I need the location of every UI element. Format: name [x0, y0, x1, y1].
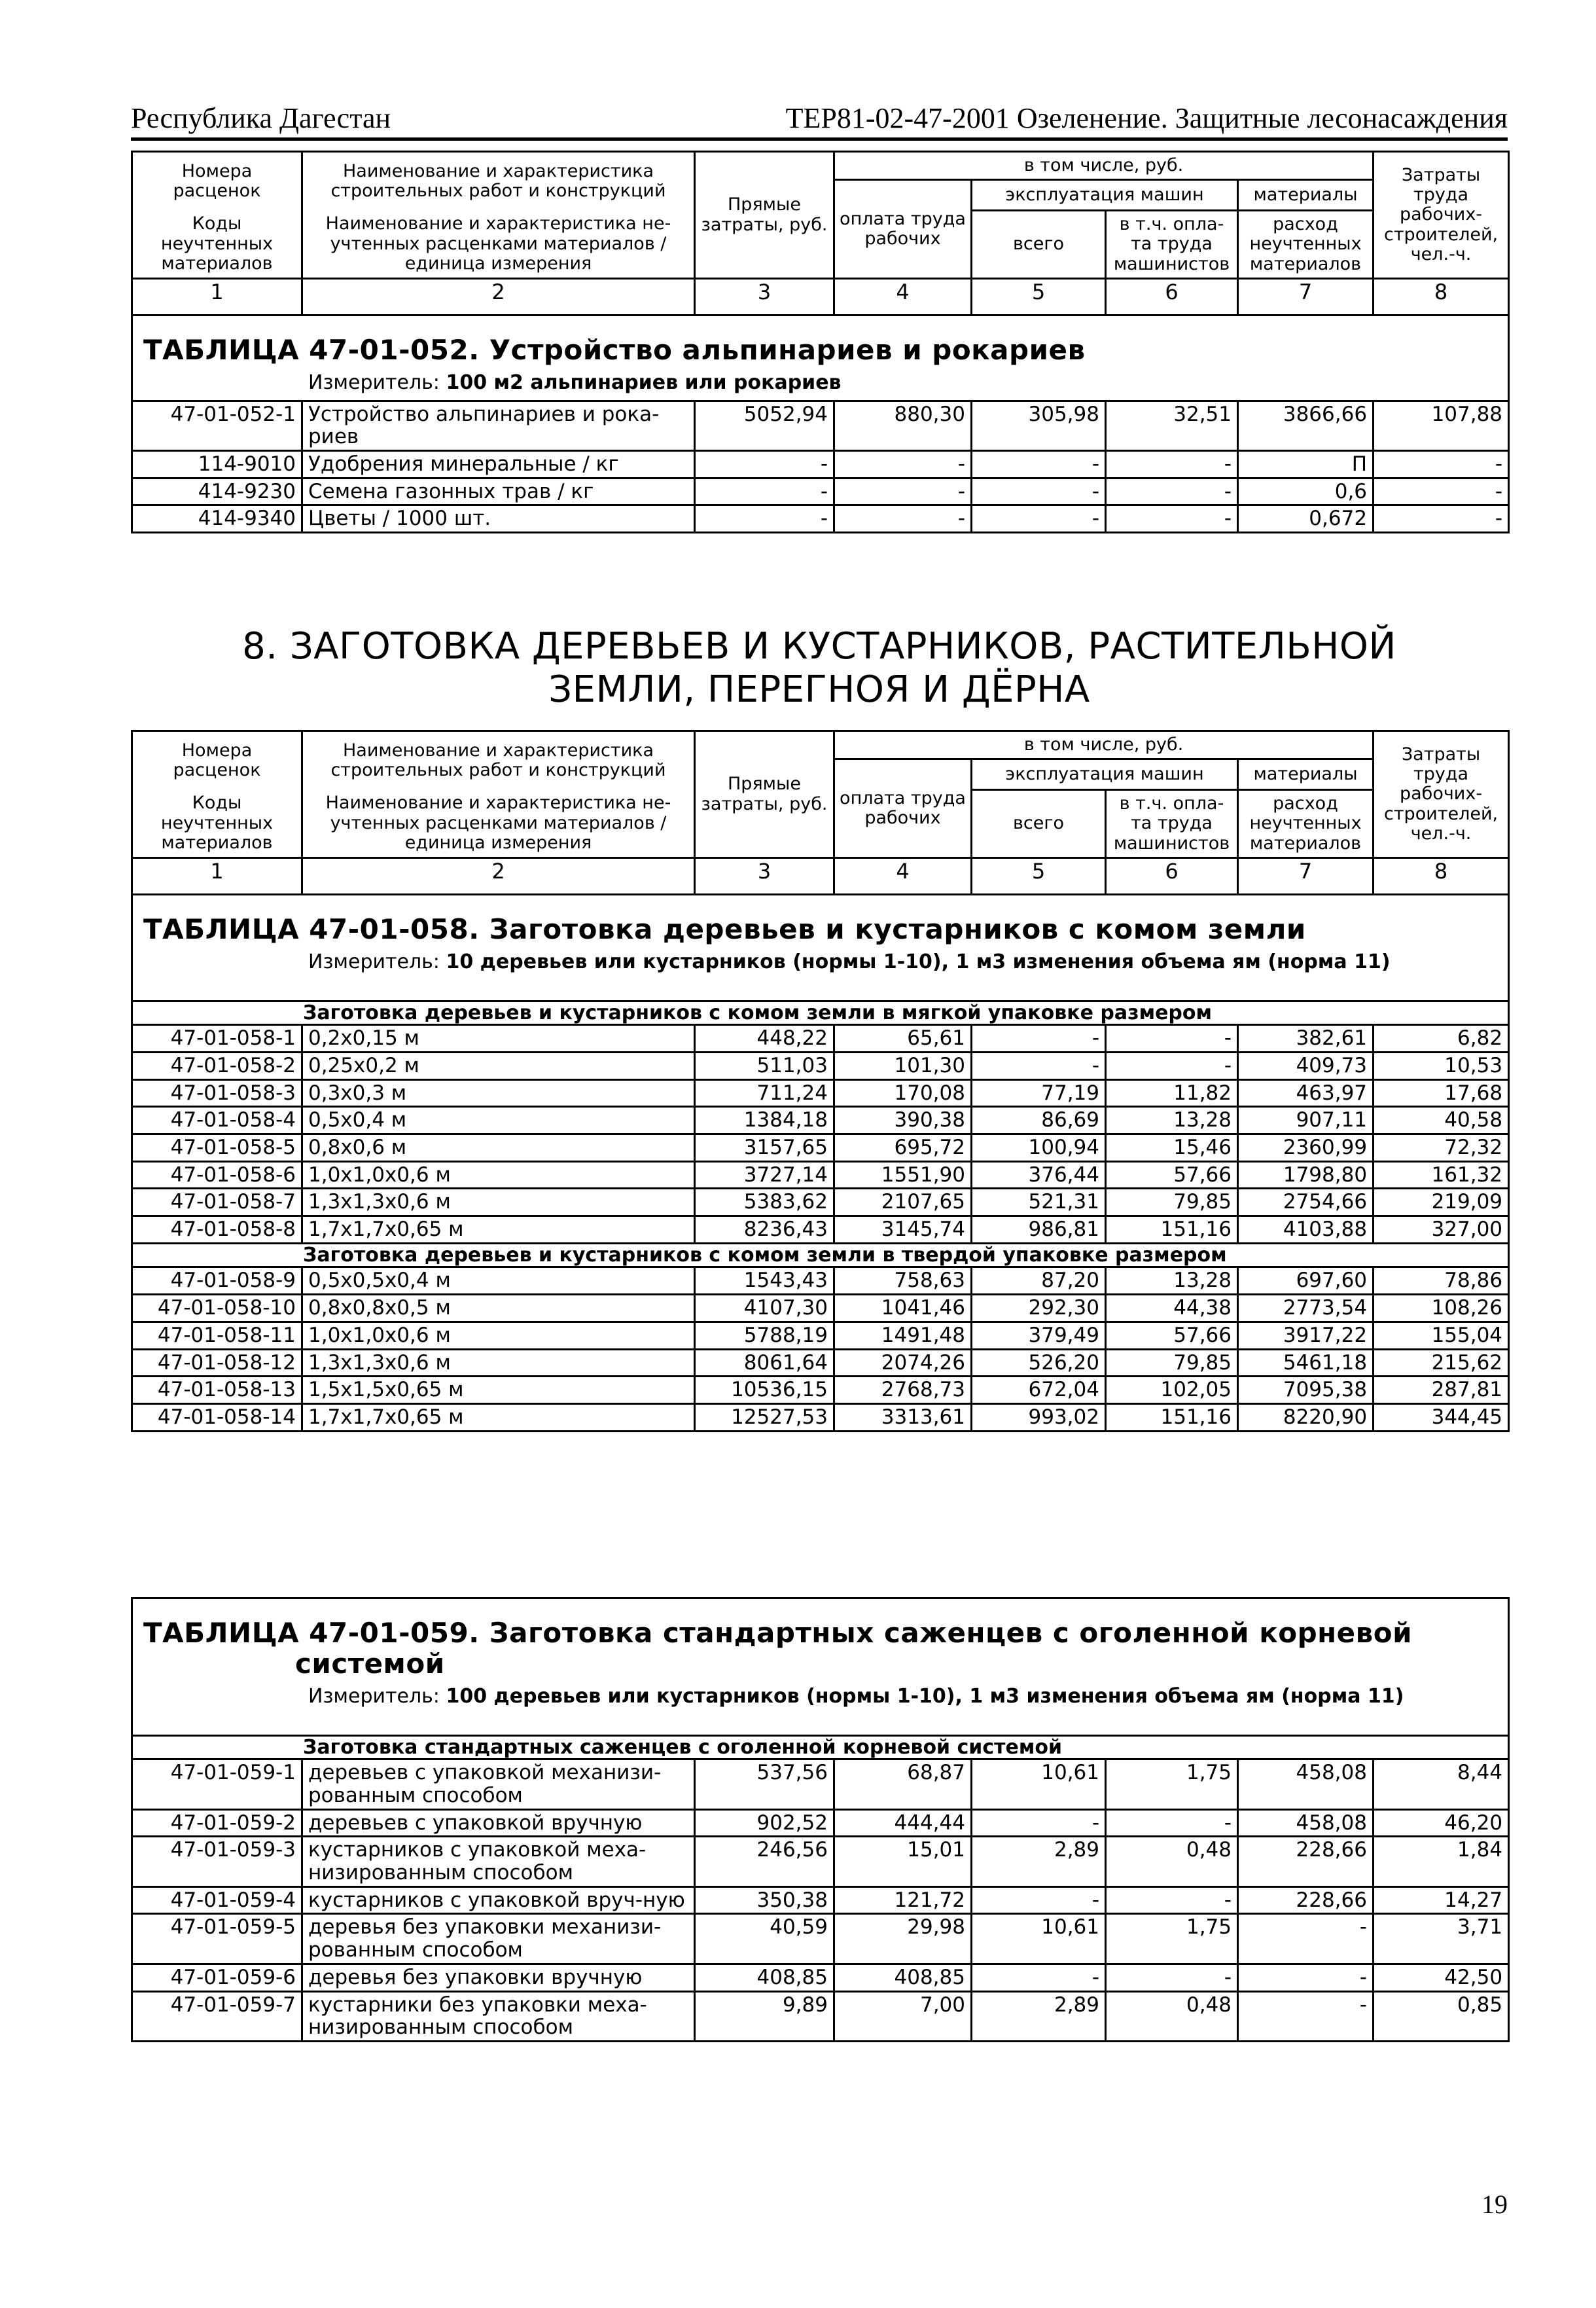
table-row [132, 1107, 1509, 1134]
header-materials: материалы [1238, 180, 1374, 211]
cell-labor-hours: 155,04 [1374, 1322, 1509, 1349]
group-heading: Заготовка стандартных саженцев с оголенной корневой системой [132, 1735, 1509, 1759]
cell-machines-total: 100,94 [972, 1134, 1106, 1162]
cell-labor-hours: 1,84 [1374, 1837, 1509, 1886]
cell-description: 1,5x1,5x0,65 м [302, 1377, 695, 1404]
cell-materials: 458,08 [1238, 1759, 1374, 1809]
cell-operator-pay: 1,75 [1106, 1914, 1238, 1964]
header-worker-pay: оплата труда рабочих [834, 180, 972, 279]
cell-direct-costs: - [695, 505, 834, 533]
table-row [132, 1759, 1509, 1809]
cell-labor-hours: 40,58 [1374, 1107, 1509, 1134]
header-machines-total: всего [972, 211, 1106, 279]
cell-operator-pay: - [1106, 1052, 1238, 1079]
cell-labor-hours: 327,00 [1374, 1216, 1509, 1244]
header-machines-total: всего [972, 790, 1106, 858]
group-heading: Заготовка деревьев и кустарников с комом земли в мягкой упаковке размером [132, 1001, 1509, 1025]
cell-rate-code: 47-01-058-4 [132, 1107, 302, 1134]
table-row [132, 1991, 1509, 2041]
cell-machines-total: 86,69 [972, 1107, 1106, 1134]
table-row [132, 1322, 1509, 1349]
cell-materials: 0,672 [1238, 505, 1374, 533]
cell-description: деревьев с упаковкой механизи-рованным способом [302, 1759, 695, 1809]
cell-labor-hours: 219,09 [1374, 1189, 1509, 1216]
col-number: 3 [695, 279, 834, 316]
cell-materials: 463,97 [1238, 1079, 1374, 1107]
cell-labor-hours: - [1374, 505, 1509, 533]
cell-direct-costs: 246,56 [695, 1837, 834, 1886]
cell-direct-costs: 1543,43 [695, 1267, 834, 1295]
cell-worker-pay: 101,30 [834, 1052, 972, 1079]
header-machine-operation: эксплуатация машин [972, 180, 1238, 211]
cell-labor-hours: 14,27 [1374, 1886, 1509, 1914]
cell-labor-hours: 215,62 [1374, 1349, 1509, 1377]
cell-labor-hours: 8,44 [1374, 1759, 1509, 1809]
cell-direct-costs: 10536,15 [695, 1377, 834, 1404]
table-row [132, 1189, 1509, 1216]
col-number: 2 [302, 279, 695, 316]
cell-direct-costs: 5052,94 [695, 401, 834, 450]
cell-worker-pay: 7,00 [834, 1991, 972, 2041]
cell-rate-code: 47-01-059-1 [132, 1759, 302, 1809]
cell-labor-hours: 46,20 [1374, 1809, 1509, 1837]
cell-worker-pay: 695,72 [834, 1134, 972, 1162]
col-number: 7 [1238, 858, 1374, 895]
cell-machines-total: - [972, 478, 1106, 505]
cell-labor-hours: 42,50 [1374, 1964, 1509, 1991]
table-row [132, 1267, 1509, 1295]
cell-worker-pay: 408,85 [834, 1964, 972, 1991]
cell-materials: 907,11 [1238, 1107, 1374, 1134]
table-row [132, 1079, 1509, 1107]
cell-worker-pay: 68,87 [834, 1759, 972, 1809]
cell-worker-pay: - [834, 478, 972, 505]
table-row [132, 1349, 1509, 1377]
cell-description: Цветы / 1000 шт. [302, 505, 695, 533]
cell-machines-total: 376,44 [972, 1161, 1106, 1189]
cell-machines-total: 2,89 [972, 1837, 1106, 1886]
cell-machines-total: - [972, 450, 1106, 478]
cell-labor-hours: - [1374, 450, 1509, 478]
cell-direct-costs: 5383,62 [695, 1189, 834, 1216]
header-material-names: Наименование и характеристика не-учтенных расценками материалов / единица измерения [302, 790, 695, 858]
header-work-name: Наименование и характеристика строительных работ и конструкций [302, 731, 695, 790]
cell-worker-pay: 1491,48 [834, 1322, 972, 1349]
cell-rate-code: 114-9010 [132, 450, 302, 478]
cell-description: 0,8x0,6 м [302, 1134, 695, 1162]
cell-direct-costs: 511,03 [695, 1052, 834, 1079]
cell-labor-hours: 287,81 [1374, 1377, 1509, 1404]
page-header [131, 98, 1508, 141]
cell-rate-code: 47-01-059-3 [132, 1837, 302, 1886]
cell-operator-pay: 32,51 [1106, 401, 1238, 450]
cell-machines-total: - [972, 1886, 1106, 1914]
cell-rate-code: 47-01-059-6 [132, 1964, 302, 1991]
column-number-row [132, 858, 1509, 895]
cell-description: деревья без упаковки вручную [302, 1964, 695, 1991]
cell-description: кустарников с упаковкой вруч-ную [302, 1886, 695, 1914]
header-material-consumption: расход неучтенных материалов [1238, 211, 1374, 279]
cell-materials: 2773,54 [1238, 1295, 1374, 1322]
cell-worker-pay: 3145,74 [834, 1216, 972, 1244]
cell-operator-pay: - [1106, 1886, 1238, 1914]
header-materials: материалы [1238, 759, 1374, 790]
header-material-names: Наименование и характеристика не-учтенных расценками материалов / единица измерения [302, 211, 695, 279]
cell-description: 1,7x1,7x0,65 м [302, 1216, 695, 1244]
table-47-01-058 [131, 730, 1510, 1432]
col-number: 2 [302, 858, 695, 895]
cell-machines-total: 10,61 [972, 1914, 1106, 1964]
cell-machines-total: 986,81 [972, 1216, 1106, 1244]
cell-labor-hours: - [1374, 478, 1509, 505]
cell-labor-hours: 3,71 [1374, 1914, 1509, 1964]
cell-operator-pay: 0,48 [1106, 1991, 1238, 2041]
cell-worker-pay: 15,01 [834, 1837, 972, 1886]
cell-materials: 2754,66 [1238, 1189, 1374, 1216]
cell-operator-pay: - [1106, 1964, 1238, 1991]
cell-operator-pay: 79,85 [1106, 1189, 1238, 1216]
table-body [132, 1025, 1509, 1244]
cell-rate-code: 47-01-059-7 [132, 1991, 302, 2041]
cell-machines-total: 87,20 [972, 1267, 1106, 1295]
cell-materials: - [1238, 1914, 1374, 1964]
cell-materials: 382,61 [1238, 1025, 1374, 1053]
cell-machines-total: 993,02 [972, 1404, 1106, 1432]
cell-materials: 8220,90 [1238, 1404, 1374, 1432]
cell-labor-hours: 78,86 [1374, 1267, 1509, 1295]
cell-worker-pay: 3313,61 [834, 1404, 972, 1432]
cell-machines-total: 292,30 [972, 1295, 1106, 1322]
cell-direct-costs: 5788,19 [695, 1322, 834, 1349]
cell-rate-code: 47-01-058-9 [132, 1267, 302, 1295]
cell-direct-costs: 4107,30 [695, 1295, 834, 1322]
cell-machines-total: - [972, 1052, 1106, 1079]
cell-materials: 3917,22 [1238, 1322, 1374, 1349]
col-number: 1 [132, 858, 302, 895]
cell-worker-pay: 444,44 [834, 1809, 972, 1837]
cell-rate-code: 47-01-059-4 [132, 1886, 302, 1914]
cell-description: деревьев с упаковкой вручную [302, 1809, 695, 1837]
table-body [132, 1267, 1509, 1431]
cell-direct-costs: 3727,14 [695, 1161, 834, 1189]
measurement-unit: Измеритель: 100 деревьев или кустарников (нормы 1-10), 1 м3 изменения объема ям (норма 11) [132, 1683, 1509, 1735]
cell-direct-costs: 408,85 [695, 1964, 834, 1991]
cell-machines-total: - [972, 1809, 1106, 1837]
col-number: 3 [695, 858, 834, 895]
table-47-01-059 [131, 1597, 1510, 2042]
column-number-row [132, 279, 1509, 316]
cell-operator-pay: 13,28 [1106, 1107, 1238, 1134]
cell-operator-pay: - [1106, 478, 1238, 505]
cell-materials: - [1238, 1964, 1374, 1991]
header-operator-pay: в т.ч. опла-та труда машинистов [1106, 790, 1238, 858]
header-machine-operation: эксплуатация машин [972, 759, 1238, 790]
cell-direct-costs: 711,24 [695, 1079, 834, 1107]
cell-description: 0,8x0,8x0,5 м [302, 1295, 695, 1322]
cell-rate-code: 47-01-058-6 [132, 1161, 302, 1189]
cell-materials: 228,66 [1238, 1886, 1374, 1914]
cell-operator-pay: - [1106, 505, 1238, 533]
cell-worker-pay: - [834, 505, 972, 533]
header-work-name: Наименование и характеристика строительных работ и конструкций [302, 152, 695, 211]
header-including: в том числе, руб. [834, 731, 1374, 759]
cell-direct-costs: 448,22 [695, 1025, 834, 1053]
cell-operator-pay: 151,16 [1106, 1404, 1238, 1432]
group-heading: Заготовка деревьев и кустарников с комом земли в твердой упаковке размером [132, 1243, 1509, 1267]
cell-machines-total: 305,98 [972, 401, 1106, 450]
cell-direct-costs: 1384,18 [695, 1107, 834, 1134]
col-number: 8 [1374, 858, 1509, 895]
col-number: 8 [1374, 279, 1509, 316]
cell-materials: 697,60 [1238, 1267, 1374, 1295]
cell-description: Семена газонных трав / кг [302, 478, 695, 505]
table-row [132, 1837, 1509, 1886]
cell-operator-pay: 11,82 [1106, 1079, 1238, 1107]
cell-worker-pay: 29,98 [834, 1914, 972, 1964]
cell-machines-total: 379,49 [972, 1322, 1106, 1349]
header-operator-pay: в т.ч. опла-та труда машинистов [1106, 211, 1238, 279]
header-direct-costs: Прямые затраты, руб. [695, 731, 834, 858]
cell-rate-code: 47-01-059-5 [132, 1914, 302, 1964]
cell-materials: 3866,66 [1238, 401, 1374, 450]
cell-operator-pay: 15,46 [1106, 1134, 1238, 1162]
cell-direct-costs: 9,89 [695, 1991, 834, 2041]
cell-materials: 4103,88 [1238, 1216, 1374, 1244]
col-number: 6 [1106, 858, 1238, 895]
cell-machines-total: 2,89 [972, 1991, 1106, 2041]
table-row [132, 1134, 1509, 1162]
cell-description: 1,0x1,0x0,6 м [302, 1161, 695, 1189]
col-number: 1 [132, 279, 302, 316]
cell-direct-costs: 8061,64 [695, 1349, 834, 1377]
cell-description: 0,5x0,4 м [302, 1107, 695, 1134]
header-labor-costs: Затраты труда рабочих-строителей, чел.-ч. [1374, 731, 1509, 858]
cell-direct-costs: 537,56 [695, 1759, 834, 1809]
cell-materials: 458,08 [1238, 1809, 1374, 1837]
table-row [132, 1295, 1509, 1322]
cell-rate-code: 47-01-058-7 [132, 1189, 302, 1216]
cell-rate-code: 47-01-058-13 [132, 1377, 302, 1404]
cell-rate-code: 47-01-058-14 [132, 1404, 302, 1432]
cell-operator-pay: - [1106, 1025, 1238, 1053]
cell-materials: 1798,80 [1238, 1161, 1374, 1189]
cell-worker-pay: 2107,65 [834, 1189, 972, 1216]
cell-labor-hours: 161,32 [1374, 1161, 1509, 1189]
table-title: ТАБЛИЦА 47-01-052. Устройство альпинариев и рокариев [132, 316, 1509, 370]
cell-machines-total: 10,61 [972, 1759, 1106, 1809]
cell-worker-pay: 390,38 [834, 1107, 972, 1134]
cell-machines-total: 672,04 [972, 1377, 1106, 1404]
col-number: 6 [1106, 279, 1238, 316]
cell-machines-total: - [972, 505, 1106, 533]
cell-materials: 7095,38 [1238, 1377, 1374, 1404]
cell-operator-pay: 79,85 [1106, 1349, 1238, 1377]
table-row [132, 1964, 1509, 1991]
cell-rate-code: 47-01-058-12 [132, 1349, 302, 1377]
table-row [132, 1886, 1509, 1914]
cell-machines-total: 521,31 [972, 1189, 1106, 1216]
cell-rate-code: 47-01-058-10 [132, 1295, 302, 1322]
header-region: Республика Дагестан [131, 102, 391, 134]
header-worker-pay: оплата труда рабочих [834, 759, 972, 858]
table-row [132, 505, 1509, 533]
header-labor-costs: Затраты труда рабочих-строителей, чел.-ч. [1374, 152, 1509, 279]
cell-description: 0,25x0,2 м [302, 1052, 695, 1079]
cell-description: 1,0x1,0x0,6 м [302, 1322, 695, 1349]
header-material-consumption: расход неучтенных материалов [1238, 790, 1374, 858]
measurement-unit: Измеритель: 100 м2 альпинариев или рокариев [132, 369, 1509, 401]
cell-materials: 5461,18 [1238, 1349, 1374, 1377]
cell-labor-hours: 0,85 [1374, 1991, 1509, 2041]
cell-labor-hours: 6,82 [1374, 1025, 1509, 1053]
table-row [132, 1216, 1509, 1244]
cell-worker-pay: 1041,46 [834, 1295, 972, 1322]
cell-labor-hours: 17,68 [1374, 1079, 1509, 1107]
cell-worker-pay: 121,72 [834, 1886, 972, 1914]
cell-rate-code: 47-01-059-2 [132, 1809, 302, 1837]
table-row [132, 1025, 1509, 1053]
cell-description: Удобрения минеральные / кг [302, 450, 695, 478]
header-material-codes: Коды неучтенных материалов [132, 790, 302, 858]
table-body [132, 401, 1509, 533]
cell-operator-pay: 57,66 [1106, 1322, 1238, 1349]
header-document-code: ТЕР81-02-47-2001 Озеленение. Защитные лесонасаждения [785, 102, 1508, 134]
cell-operator-pay: 151,16 [1106, 1216, 1238, 1244]
page-number: 19 [1481, 2190, 1508, 2219]
cell-machines-total: 77,19 [972, 1079, 1106, 1107]
cell-direct-costs: 8236,43 [695, 1216, 834, 1244]
cell-worker-pay: 758,63 [834, 1267, 972, 1295]
cell-rate-code: 47-01-058-2 [132, 1052, 302, 1079]
col-number: 5 [972, 858, 1106, 895]
cell-materials: П [1238, 450, 1374, 478]
table-row [132, 478, 1509, 505]
cell-description: 1,3x1,3x0,6 м [302, 1349, 695, 1377]
cell-description: 0,5x0,5x0,4 м [302, 1267, 695, 1295]
cell-direct-costs: 350,38 [695, 1886, 834, 1914]
cell-operator-pay: 13,28 [1106, 1267, 1238, 1295]
cell-machines-total: 526,20 [972, 1349, 1106, 1377]
cell-materials: 2360,99 [1238, 1134, 1374, 1162]
cell-description: 1,3x1,3x0,6 м [302, 1189, 695, 1216]
cell-operator-pay: 57,66 [1106, 1161, 1238, 1189]
cell-direct-costs: 902,52 [695, 1809, 834, 1837]
cell-worker-pay: - [834, 450, 972, 478]
cell-description: Устройство альпинариев и рока-риев [302, 401, 695, 450]
cell-rate-code: 47-01-058-5 [132, 1134, 302, 1162]
cell-worker-pay: 65,61 [834, 1025, 972, 1053]
cell-operator-pay: 0,48 [1106, 1837, 1238, 1886]
cell-direct-costs: 40,59 [695, 1914, 834, 1964]
cell-worker-pay: 1551,90 [834, 1161, 972, 1189]
cell-rate-code: 47-01-052-1 [132, 401, 302, 450]
cell-rate-code: 47-01-058-3 [132, 1079, 302, 1107]
header-rate-numbers: Номера расценок [132, 152, 302, 211]
cell-direct-costs: - [695, 450, 834, 478]
table-title: ТАБЛИЦА 47-01-058. Заготовка деревьев и кустарников с комом земли [132, 895, 1509, 949]
table-row [132, 1914, 1509, 1964]
table-row [132, 1052, 1509, 1079]
cell-worker-pay: 2074,26 [834, 1349, 972, 1377]
table-row [132, 1161, 1509, 1189]
cell-labor-hours: 72,32 [1374, 1134, 1509, 1162]
cell-machines-total: - [972, 1025, 1106, 1053]
cell-rate-code: 414-9230 [132, 478, 302, 505]
cell-labor-hours: 10,53 [1374, 1052, 1509, 1079]
col-number: 5 [972, 279, 1106, 316]
cell-worker-pay: 880,30 [834, 401, 972, 450]
table-row [132, 1404, 1509, 1432]
cell-rate-code: 47-01-058-11 [132, 1322, 302, 1349]
table-body [132, 1759, 1509, 2042]
cell-labor-hours: 344,45 [1374, 1404, 1509, 1432]
column-header-block [132, 152, 1509, 279]
table-47-01-052 [131, 151, 1510, 533]
cell-operator-pay: 44,38 [1106, 1295, 1238, 1322]
cell-description: кустарников с упаковкой меха-низированным способом [302, 1837, 695, 1886]
cell-materials: 409,73 [1238, 1052, 1374, 1079]
cell-labor-hours: 107,88 [1374, 401, 1509, 450]
cell-machines-total: - [972, 1964, 1106, 1991]
cell-materials: 0,6 [1238, 478, 1374, 505]
cell-rate-code: 47-01-058-1 [132, 1025, 302, 1053]
cell-operator-pay: 1,75 [1106, 1759, 1238, 1809]
section-title: 8. ЗАГОТОВКА ДЕРЕВЬЕВ И КУСТАРНИКОВ, РАСТИТЕЛЬНОЙ ЗЕМЛИ, ПЕРЕГНОЯ И ДЁРНА [242, 625, 1396, 712]
cell-materials: - [1238, 1991, 1374, 2041]
column-header-block [132, 731, 1509, 858]
header-material-codes: Коды неучтенных материалов [132, 211, 302, 279]
cell-description: деревья без упаковки механизи-рованным способом [302, 1914, 695, 1964]
col-number: 7 [1238, 279, 1374, 316]
measurement-unit: Измеритель: 10 деревьев или кустарников (нормы 1-10), 1 м3 изменения объема ям (норма 11) [132, 948, 1509, 1001]
cell-operator-pay: - [1106, 1809, 1238, 1837]
table-title: ТАБЛИЦА 47-01-059. Заготовка стандартных саженцев с оголенной корневой системой [132, 1598, 1509, 1684]
cell-operator-pay: 102,05 [1106, 1377, 1238, 1404]
cell-description: кустарники без упаковки меха-низированным способом [302, 1991, 695, 2041]
cell-rate-code: 414-9340 [132, 505, 302, 533]
cell-labor-hours: 108,26 [1374, 1295, 1509, 1322]
cell-direct-costs: 3157,65 [695, 1134, 834, 1162]
header-direct-costs: Прямые затраты, руб. [695, 152, 834, 279]
table-row [132, 1377, 1509, 1404]
col-number: 4 [834, 858, 972, 895]
cell-worker-pay: 2768,73 [834, 1377, 972, 1404]
header-including: в том числе, руб. [834, 152, 1374, 180]
cell-description: 0,3x0,3 м [302, 1079, 695, 1107]
cell-materials: 228,66 [1238, 1837, 1374, 1886]
table-row [132, 401, 1509, 450]
cell-direct-costs: 12527,53 [695, 1404, 834, 1432]
cell-rate-code: 47-01-058-8 [132, 1216, 302, 1244]
table-row [132, 450, 1509, 478]
cell-direct-costs: - [695, 478, 834, 505]
cell-worker-pay: 170,08 [834, 1079, 972, 1107]
table-row [132, 1809, 1509, 1837]
cell-description: 1,7x1,7x0,65 м [302, 1404, 695, 1432]
col-number: 4 [834, 279, 972, 316]
cell-description: 0,2x0,15 м [302, 1025, 695, 1053]
cell-operator-pay: - [1106, 450, 1238, 478]
header-rate-numbers: Номера расценок [132, 731, 302, 790]
